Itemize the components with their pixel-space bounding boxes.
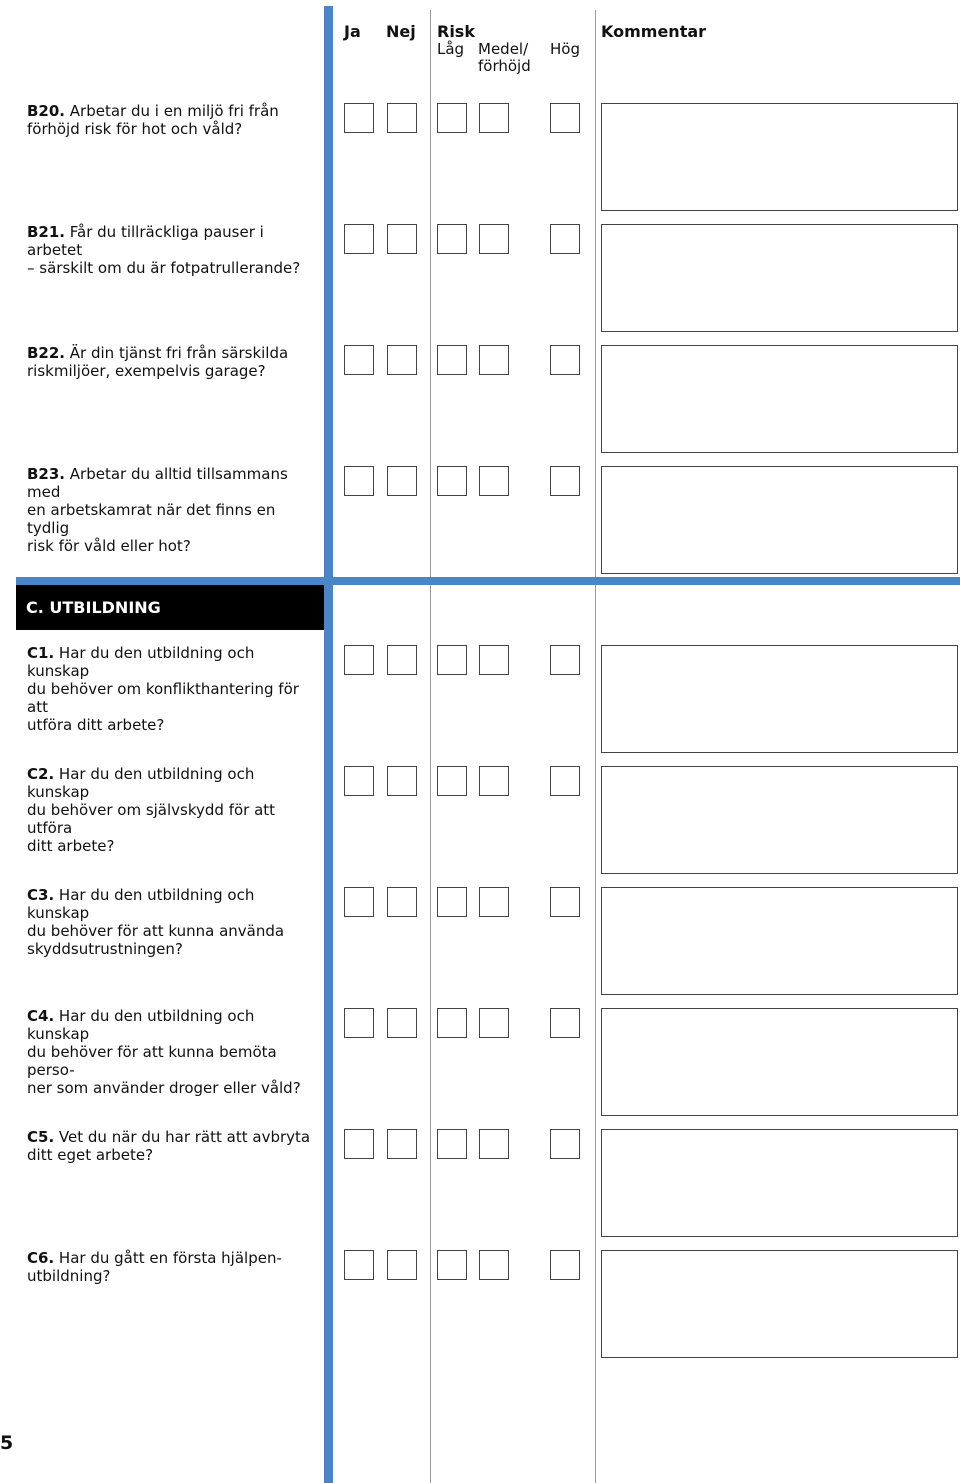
- header-nej: Nej: [386, 22, 416, 41]
- question-text: [27, 644, 317, 734]
- question-id: B20.: [27, 102, 66, 120]
- question-line: Har du den utbildning och kunskap: [27, 886, 255, 922]
- checkbox-ja[interactable]: [344, 1250, 374, 1280]
- comment-field[interactable]: [601, 1008, 958, 1116]
- question-line: du behöver för att kunna bemöta perso-: [27, 1043, 277, 1079]
- question-line: – särskilt om du är fotpatrullerande?: [27, 259, 301, 277]
- checkbox-risk-hog[interactable]: [550, 645, 580, 675]
- question-line: Arbetar du i en miljö fri från: [65, 102, 279, 120]
- checkbox-ja[interactable]: [344, 766, 374, 796]
- header-medel: Medel/: [478, 40, 529, 58]
- blue-horizontal-divider: [16, 577, 960, 585]
- checkbox-risk-lag[interactable]: [437, 645, 467, 675]
- checkbox-risk-medel[interactable]: [479, 766, 509, 796]
- question-text: [27, 102, 317, 138]
- question-line: ner som använder droger eller våld?: [27, 1079, 301, 1097]
- checkbox-risk-hog[interactable]: [550, 1250, 580, 1280]
- question-line: ditt eget arbete?: [27, 1146, 154, 1164]
- comment-field[interactable]: [601, 224, 958, 332]
- question-line: du behöver om konflikthantering för att: [27, 680, 299, 716]
- question-id: C2.: [27, 765, 55, 783]
- question-id: C4.: [27, 1007, 55, 1025]
- comment-field[interactable]: [601, 466, 958, 574]
- question-line: skyddsutrustningen?: [27, 940, 183, 958]
- question-id: C3.: [27, 886, 55, 904]
- header-lag: Låg: [437, 40, 465, 58]
- question-line: risk för våld eller hot?: [27, 537, 191, 555]
- checkbox-ja[interactable]: [344, 103, 374, 133]
- question-text: [27, 465, 317, 555]
- question-text: [27, 223, 317, 277]
- question-text: [27, 1007, 317, 1097]
- question-text: [27, 344, 317, 380]
- blue-vertical-divider: [324, 6, 333, 1483]
- checkbox-nej[interactable]: [387, 345, 417, 375]
- question-line: riskmiljöer, exempelvis garage?: [27, 362, 266, 380]
- checkbox-risk-medel[interactable]: [479, 887, 509, 917]
- checkbox-risk-medel[interactable]: [479, 1250, 509, 1280]
- question-line: en arbetskamrat när det finns en tydlig: [27, 501, 276, 537]
- section-title-utbildning: C. UTBILDNING: [16, 585, 324, 630]
- checkbox-risk-lag[interactable]: [437, 1250, 467, 1280]
- checkbox-ja[interactable]: [344, 224, 374, 254]
- header-ja: Ja: [344, 22, 361, 41]
- checkbox-nej[interactable]: [387, 1008, 417, 1038]
- column-divider-comment: [595, 10, 596, 577]
- comment-field[interactable]: [601, 645, 958, 753]
- checkbox-risk-lag[interactable]: [437, 224, 467, 254]
- question-id: B23.: [27, 465, 66, 483]
- question-line: du behöver om självskydd för att utföra: [27, 801, 276, 837]
- checkbox-risk-hog[interactable]: [550, 766, 580, 796]
- checkbox-risk-medel[interactable]: [479, 224, 509, 254]
- checkbox-nej[interactable]: [387, 1129, 417, 1159]
- checkbox-risk-medel[interactable]: [479, 645, 509, 675]
- checkbox-risk-hog[interactable]: [550, 1129, 580, 1159]
- question-id: C1.: [27, 644, 55, 662]
- question-line: Är din tjänst fri från särskilda: [65, 344, 289, 362]
- question-text: [27, 1249, 317, 1285]
- question-line: Har du den utbildning och kunskap: [27, 765, 255, 801]
- header-hog: Hög: [550, 40, 580, 58]
- checkbox-risk-hog[interactable]: [550, 887, 580, 917]
- question-line: ditt arbete?: [27, 837, 115, 855]
- question-line: utbildning?: [27, 1267, 111, 1285]
- checkbox-nej[interactable]: [387, 766, 417, 796]
- checkbox-risk-lag[interactable]: [437, 345, 467, 375]
- question-text: [27, 765, 317, 855]
- header-forhojd: förhöjd: [478, 57, 531, 75]
- column-divider-risk-lower: [430, 585, 431, 1483]
- checkbox-risk-lag[interactable]: [437, 766, 467, 796]
- comment-field[interactable]: [601, 887, 958, 995]
- comment-field[interactable]: [601, 345, 958, 453]
- checkbox-nej[interactable]: [387, 103, 417, 133]
- comment-field[interactable]: [601, 1129, 958, 1237]
- question-line: Har du den utbildning och kunskap: [27, 644, 255, 680]
- checkbox-risk-lag[interactable]: [437, 466, 467, 496]
- question-id: B21.: [27, 223, 66, 241]
- checkbox-ja[interactable]: [344, 1008, 374, 1038]
- question-line: Vet du när du har rätt att avbryta: [54, 1128, 311, 1146]
- comment-field[interactable]: [601, 103, 958, 211]
- checkbox-risk-hog[interactable]: [550, 103, 580, 133]
- question-id: C6.: [27, 1249, 55, 1267]
- checkbox-risk-lag[interactable]: [437, 1008, 467, 1038]
- comment-field[interactable]: [601, 766, 958, 874]
- checkbox-risk-hog[interactable]: [550, 466, 580, 496]
- question-line: du behöver för att kunna använda: [27, 922, 285, 940]
- checkbox-nej[interactable]: [387, 1250, 417, 1280]
- checkbox-risk-hog[interactable]: [550, 1008, 580, 1038]
- checkbox-ja[interactable]: [344, 345, 374, 375]
- checkbox-risk-lag[interactable]: [437, 887, 467, 917]
- checkbox-ja[interactable]: [344, 887, 374, 917]
- question-text: [27, 886, 317, 958]
- checkbox-risk-hog[interactable]: [550, 345, 580, 375]
- checkbox-ja[interactable]: [344, 1129, 374, 1159]
- checkbox-risk-medel[interactable]: [479, 1008, 509, 1038]
- page-number: 5: [0, 1432, 14, 1454]
- checkbox-risk-lag[interactable]: [437, 103, 467, 133]
- checkbox-risk-medel[interactable]: [479, 1129, 509, 1159]
- comment-field[interactable]: [601, 1250, 958, 1358]
- checkbox-risk-medel[interactable]: [479, 466, 509, 496]
- header-kommentar: Kommentar: [601, 22, 707, 41]
- checkbox-nej[interactable]: [387, 224, 417, 254]
- question-line: Får du tillräckliga pauser i arbetet: [27, 223, 264, 259]
- checkbox-nej[interactable]: [387, 887, 417, 917]
- question-text: [27, 1128, 317, 1164]
- checkbox-ja[interactable]: [344, 645, 374, 675]
- question-line: utföra ditt arbete?: [27, 716, 165, 734]
- checkbox-risk-medel[interactable]: [479, 345, 509, 375]
- checkbox-nej[interactable]: [387, 645, 417, 675]
- question-line: Har du gått en första hjälpen-: [54, 1249, 282, 1267]
- question-line: förhöjd risk för hot och våld?: [27, 120, 243, 138]
- checkbox-risk-hog[interactable]: [550, 224, 580, 254]
- header-risk: Risk: [437, 22, 475, 41]
- checkbox-risk-lag[interactable]: [437, 1129, 467, 1159]
- checkbox-risk-medel[interactable]: [479, 103, 509, 133]
- column-divider-risk: [430, 10, 431, 577]
- checkbox-nej[interactable]: [387, 466, 417, 496]
- checkbox-ja[interactable]: [344, 466, 374, 496]
- question-line: Arbetar du alltid tillsammans med: [27, 465, 288, 501]
- column-divider-comment-lower: [595, 585, 596, 1483]
- question-line: Har du den utbildning och kunskap: [27, 1007, 255, 1043]
- question-id: C5.: [27, 1128, 55, 1146]
- question-id: B22.: [27, 344, 66, 362]
